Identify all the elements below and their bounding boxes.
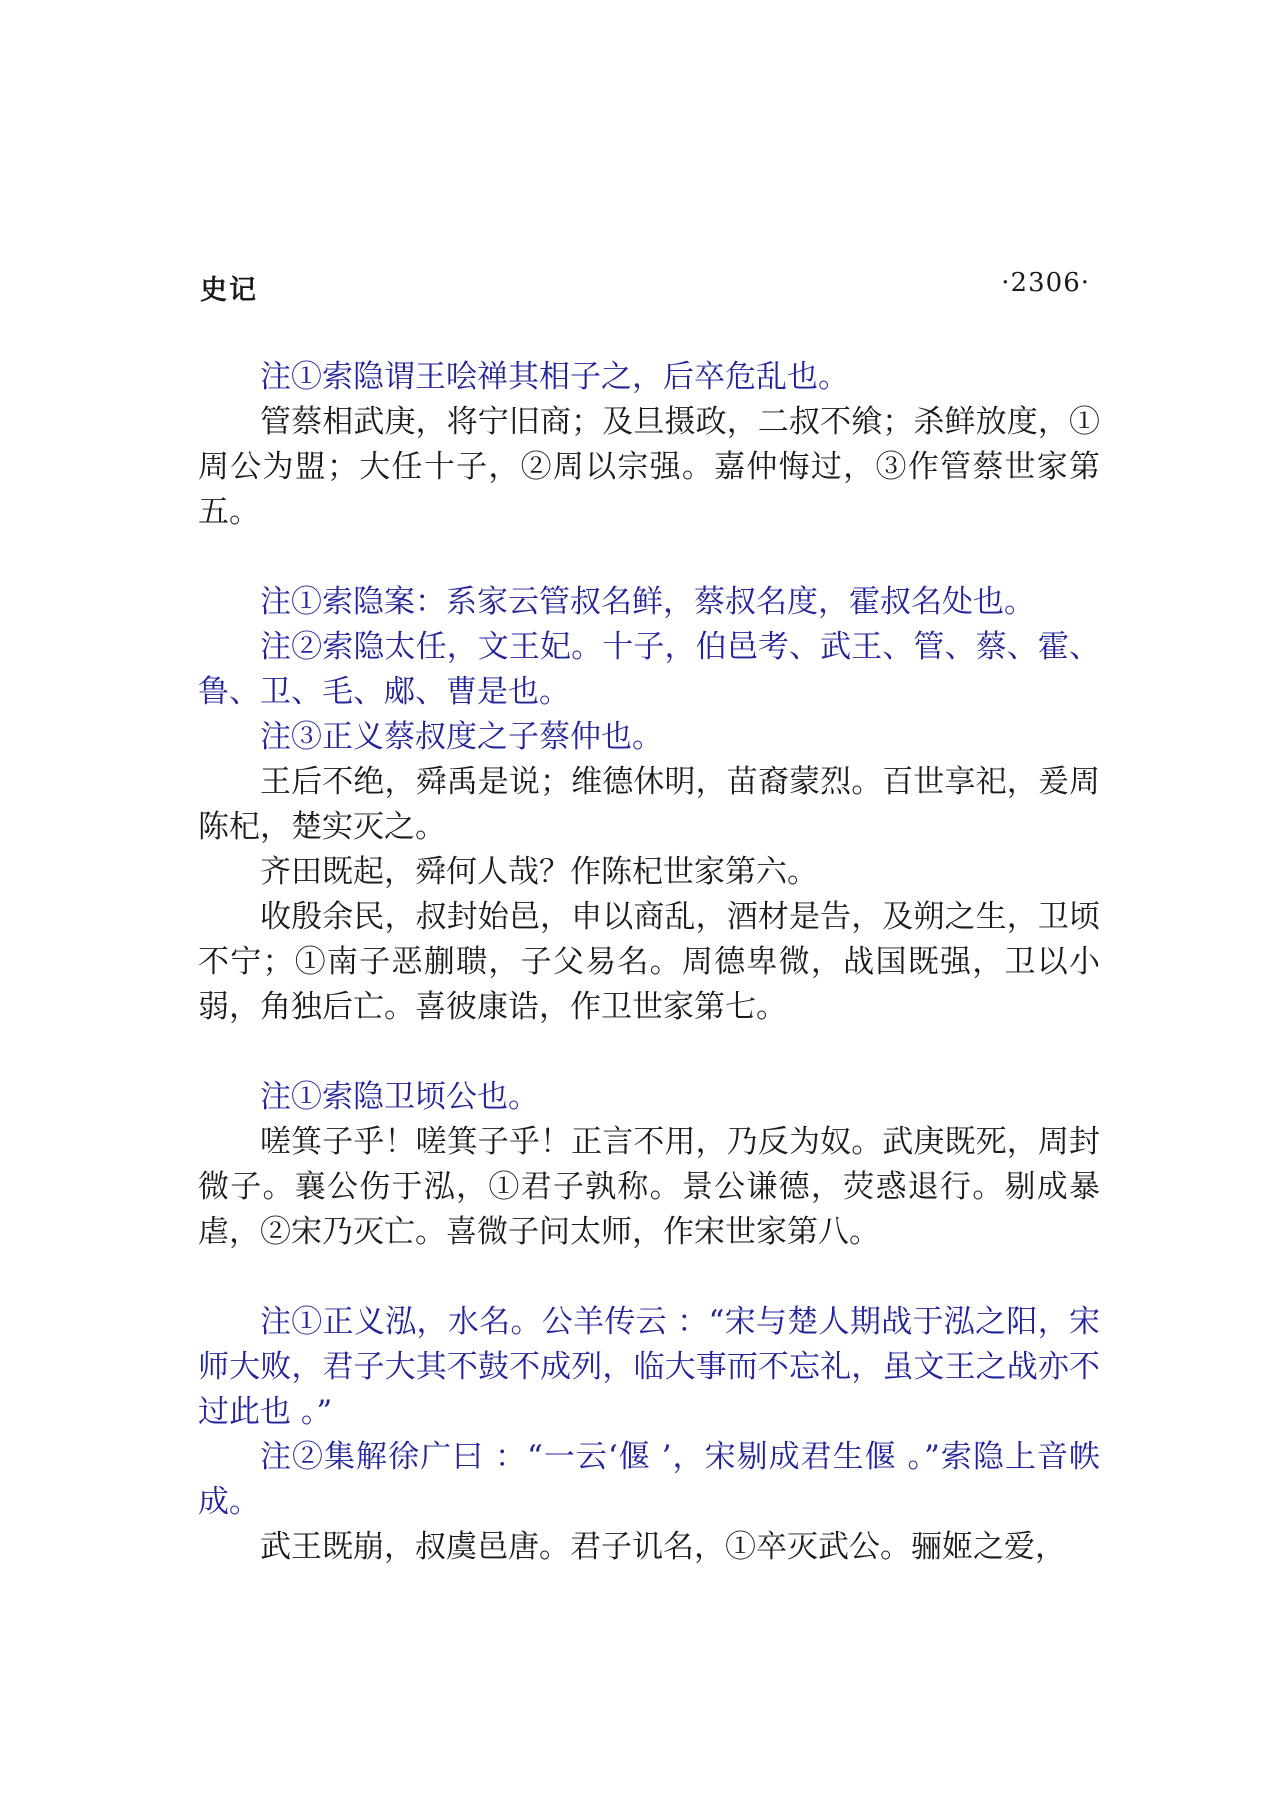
annotation-note: 注②索隐太任，文王妃。十子，伯邑考、武王、管、蔡、霍、鲁、卫、毛、郕、曹是也。 <box>198 629 1100 710</box>
annotation-note: 注①索隐谓王哙禅其相子之，后卒危乱也。 <box>260 359 849 395</box>
annotation-note: 注①正义泓，水名。公羊传云 ：“宋与楚人期战于泓之阳，宋师大败，君子大其不鼓不成列，临大事而不忘礼，虽文王之战亦不过此也 。” <box>198 1304 1100 1430</box>
main-text-paragraph: 齐田既起，舜何人哉？作陈杞世家第六。 <box>260 854 818 890</box>
main-text-paragraph: 嗟箕子乎！嗟箕子乎！正言不用，乃反为奴。武庚既死，周封微子。襄公伤于泓，①君子孰称。景公谦德，荧惑退行。剔成暴虐，②宋乃灭亡。喜微子问太师，作宋世家第八。 <box>198 1124 1100 1250</box>
annotation-note: 注①索隐案：系家云管叔名鲜，蔡叔名度，霍叔名处也。 <box>260 584 1035 620</box>
main-text-paragraph: 王后不绝，舜禹是说；维德休明，苗裔蒙烈。百世享祀，爰周陈杞，楚实灭之。 <box>198 764 1100 845</box>
body-text <box>198 355 1100 1570</box>
main-text-paragraph: 收殷余民，叔封始邑，申以商乱，酒材是告，及朔之生，卫顷不宁；①南子恶蒯聩，子父易名。周德卑微，战国既强，卫以小弱，角独后亡。喜彼康诰，作卫世家第七。 <box>198 899 1100 1025</box>
main-text-paragraph: 管蔡相武庚，将宁旧商；及旦摄政，二叔不飨；杀鲜放度，①周公为盟；大任十子，②周以宗强。嘉仲悔过，③作管蔡世家第五。 <box>198 404 1100 530</box>
running-head <box>200 268 1090 308</box>
annotation-note: 注③正义蔡叔度之子蔡仲也。 <box>260 719 663 755</box>
page-number: ·2306· <box>1001 268 1090 298</box>
main-text-paragraph: 武王既崩，叔虞邑唐。君子讥名，①卒灭武公。骊姬之爱， <box>260 1529 1066 1565</box>
book-title: 史记 <box>200 275 258 306</box>
annotation-note: 注①索隐卫顷公也。 <box>260 1079 539 1115</box>
annotation-note: 注②集解徐广曰 ：“一云‘偃 ’，宋剔成君生偃 。”索隐上音帙成。 <box>198 1439 1100 1520</box>
